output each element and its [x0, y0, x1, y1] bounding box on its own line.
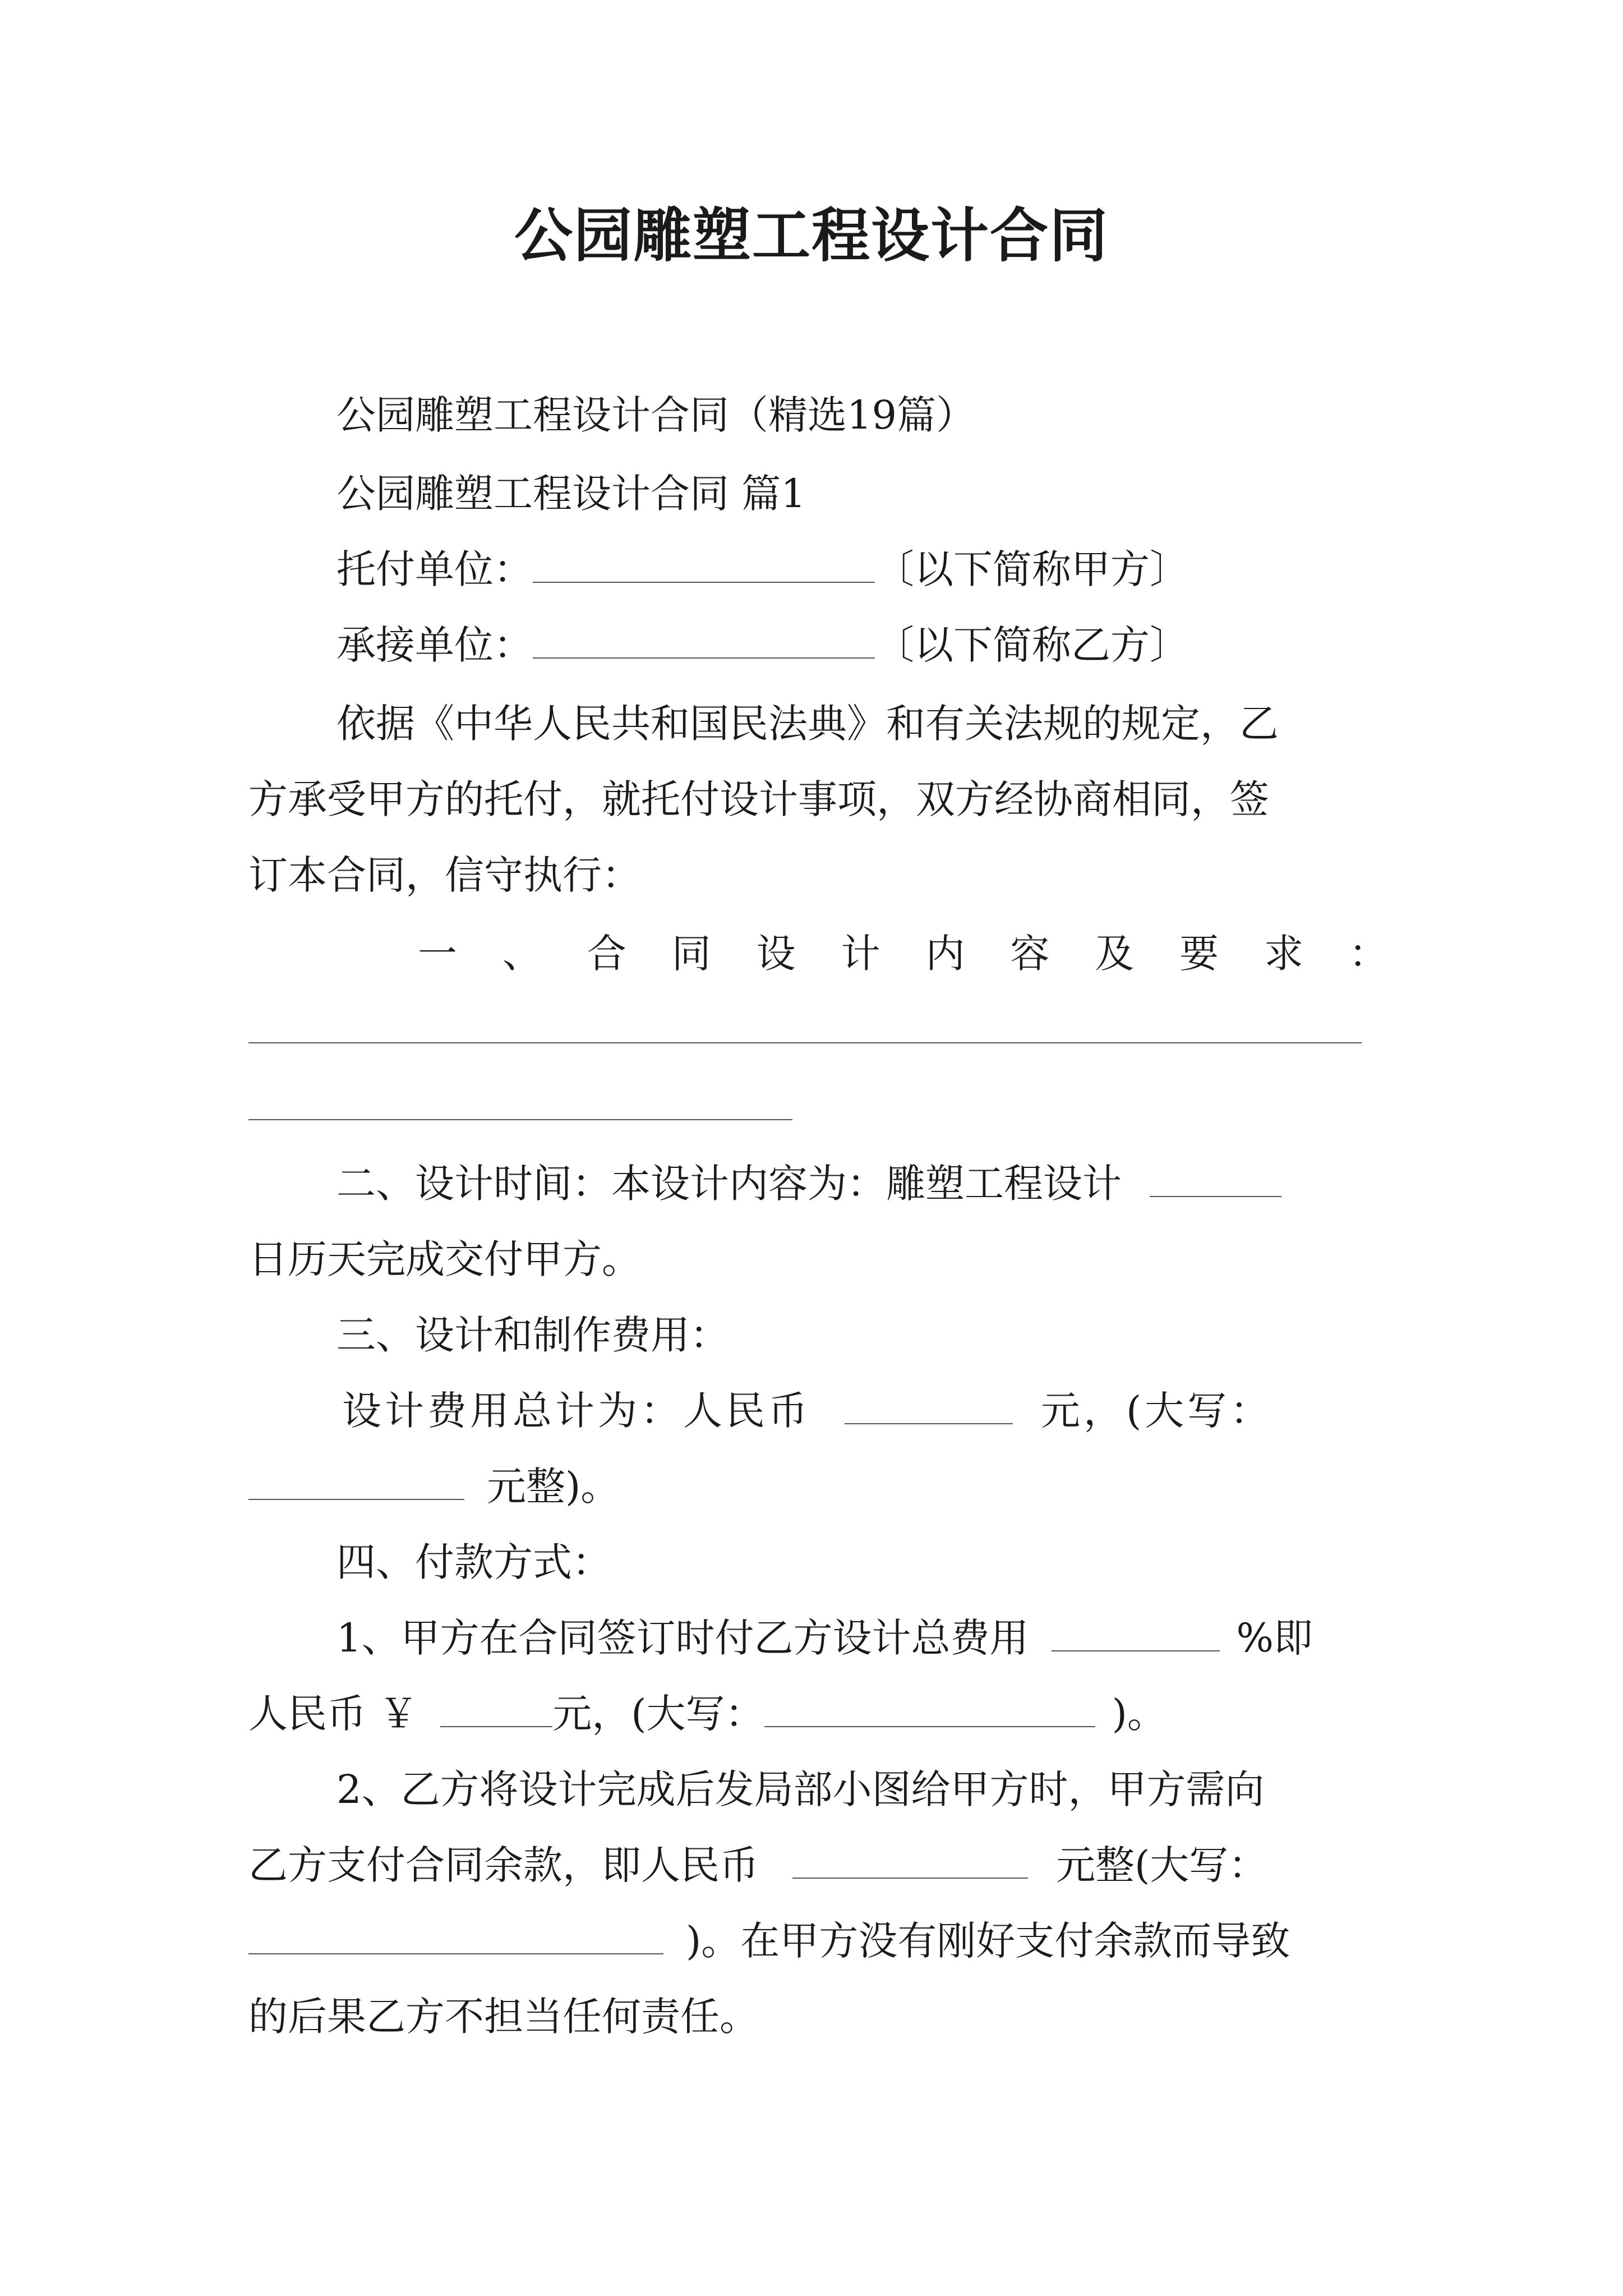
- item2-suffix: 元整(大写：: [1056, 1842, 1268, 1888]
- fee-end: 元整)。: [487, 1464, 620, 1510]
- item2-line3-text: )。在甲方没有刚好支付余款而导致: [686, 1918, 1290, 1964]
- item2-words-blank: [248, 1920, 663, 1954]
- clause1-char: 计: [841, 931, 880, 977]
- item1-mid: 元，(大写：: [552, 1691, 764, 1737]
- payment-item2-line-2: [248, 1837, 1267, 1893]
- fee-mid: 元，(大写：: [1041, 1388, 1273, 1434]
- clause3-fee-line: [342, 1383, 1272, 1439]
- fee-prefix: 设计费用总计为：人民币: [342, 1388, 811, 1434]
- payment-item1-line-2: [248, 1686, 1166, 1742]
- clause2-line-2: 日历天完成交付甲方。: [248, 1236, 641, 1282]
- clause3-fee-line-2: [248, 1458, 620, 1515]
- item1-end: )。: [1112, 1691, 1166, 1737]
- payment-item2-line-1: 2、乙方将设计完成后发局部小图给甲方时，甲方需向: [336, 1766, 1265, 1812]
- fee-words-blank: [248, 1465, 464, 1500]
- clause1-blank-line-2: [248, 1119, 792, 1120]
- fee-amount-blank: [845, 1389, 1013, 1424]
- clause1-char: 、: [502, 931, 542, 977]
- item1-percent-suffix: %即: [1236, 1615, 1313, 1661]
- preamble-line-3: 订本合同，信守执行：: [248, 852, 641, 898]
- clause1-char: 设: [756, 931, 796, 977]
- client-suffix: 〔以下简称甲方〕: [875, 546, 1189, 592]
- clause1-char: 同: [671, 931, 711, 977]
- clause1-char: 内: [925, 931, 965, 977]
- item1-rmb: 人民币 ￥: [248, 1691, 418, 1737]
- item1-percent-blank: [1052, 1617, 1220, 1651]
- clause1-heading: [418, 926, 1388, 982]
- clause2-days-blank: [1150, 1162, 1281, 1197]
- item2-amount-blank: [792, 1844, 1028, 1879]
- contractor-label: 承接单位：: [336, 622, 533, 668]
- document-subtitle: 公园雕塑工程设计合同（精选19篇）: [336, 392, 976, 438]
- item1-amount-blank: [440, 1692, 552, 1727]
- item1-text: 1、甲方在合同签订时付乙方设计总费用: [336, 1615, 1029, 1661]
- document-title: 公园雕塑工程设计合同: [514, 201, 1109, 270]
- clause1-blank-line-1: [248, 1042, 1362, 1043]
- clause1-char: 及: [1095, 931, 1135, 977]
- clause1-char: 容: [1010, 931, 1050, 977]
- clause2-line-1: [336, 1156, 1281, 1212]
- contractor-blank: [533, 624, 875, 659]
- section-title: 公园雕塑工程设计合同 篇1: [336, 471, 806, 517]
- contractor-line: [336, 617, 1189, 673]
- clause1-char: 合: [587, 931, 626, 977]
- preamble-line-1: 依据《中华人民共和国民法典》和有关法规的规定，乙: [336, 701, 1279, 747]
- payment-item1-line-1: [336, 1610, 1313, 1666]
- item2-text: 乙方支付合同余款，即人民币: [248, 1842, 759, 1888]
- item1-words-blank: [764, 1692, 1095, 1727]
- client-blank: [533, 548, 875, 583]
- payment-item2-line-4: 的后果乙方不担当任何责任。: [248, 1994, 759, 2040]
- clause1-char: ：: [1348, 931, 1388, 977]
- payment-item2-line-3: [248, 1913, 1290, 1969]
- clause3-heading: 三、设计和制作费用：: [336, 1312, 729, 1358]
- clause1-char: 一: [418, 931, 457, 977]
- client-line: [336, 541, 1189, 597]
- preamble-line-2: 方承受甲方的托付，就托付设计事项，双方经协商相同，签: [248, 776, 1269, 822]
- clause1-char: 求: [1264, 931, 1304, 977]
- clause4-heading: 四、付款方式：: [336, 1539, 611, 1585]
- clause2-text: 二、设计时间：本设计内容为：雕塑工程设计: [336, 1161, 1122, 1207]
- client-label: 托付单位：: [336, 546, 533, 592]
- contractor-suffix: 〔以下简称乙方〕: [875, 622, 1189, 668]
- clause1-char: 要: [1179, 931, 1219, 977]
